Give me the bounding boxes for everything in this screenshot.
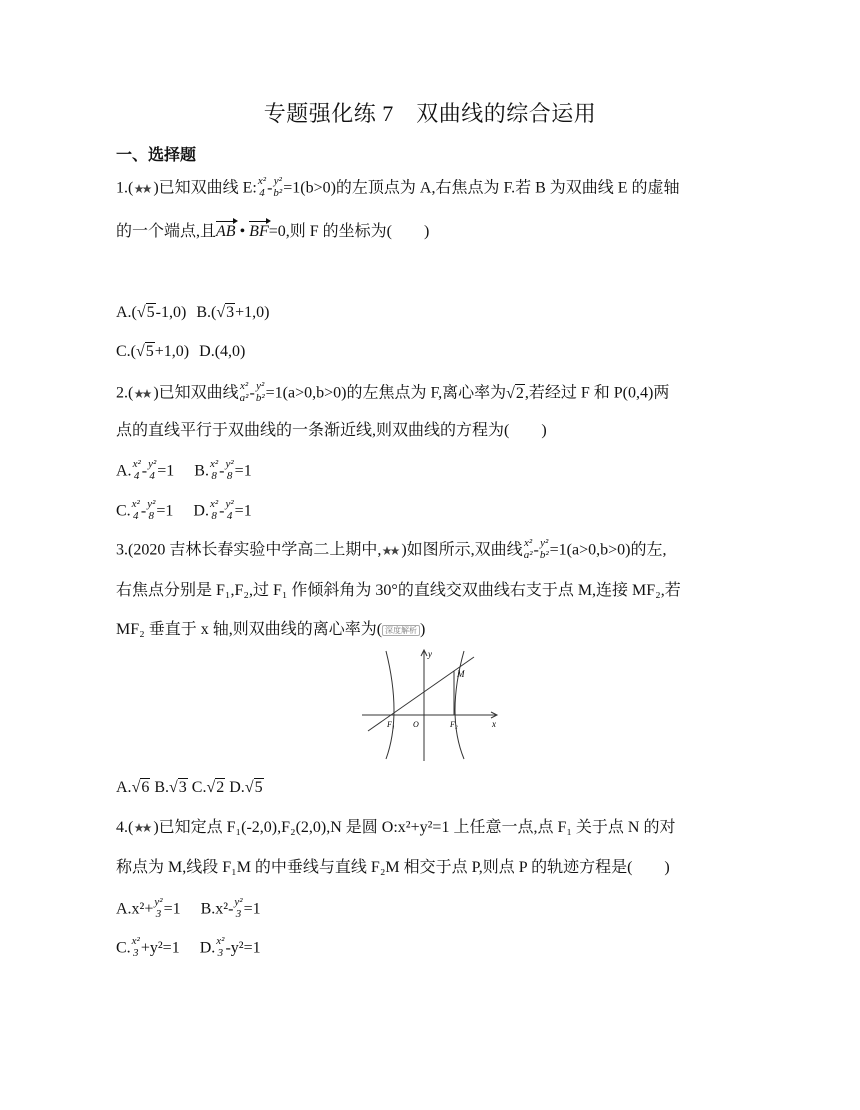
fraction: y² b² [255,380,265,404]
hyperbola-figure [360,645,510,763]
label-x: x [492,719,496,729]
left-branch [386,651,394,759]
q1-line2: 的一个端点,且AB • BF=0,则 F 的坐标为( ) [116,223,430,240]
label-f1: F₁ [387,720,395,729]
q3-line3: MF₂ 垂直于 x 轴,则双曲线的离心率为( 深度解析 ) [116,621,426,638]
star-icon [133,386,153,399]
fraction: y² b² [273,175,283,199]
q4-line1: 4.( )已知定点 F₁(-2,0),F₂(2,0),N 是圆 O:x²+y²=1 上任意一点,点 F₁ 关于点 N 的对 [116,819,676,836]
sqrt: √2 [506,384,524,402]
q2-options-cd: C. x² 4 - y² 8 =1 D. x² 8 - y² 4 =1 [116,498,252,522]
star-icon [133,181,153,194]
fraction: x² a² [239,380,249,404]
star-icon [381,543,401,556]
vector-ab: AB [216,223,236,240]
q1-line1: 1.( )已知双曲线 E: x² 4 - y² b² =1(b>0)的左顶点为 A,右焦点为 F.若 B 为双曲线 E 的虚轴 [116,175,680,199]
star-icon [133,820,153,833]
q1-options-ab: A.(√5-1,0) B.(√3+1,0) [116,304,270,321]
q2-line1: 2.( )已知双曲线 x² a² - y² b² =1(a>0,b>0)的左焦点为 F,离心率为√2,若经过 F 和 P(0,4)两 [116,380,670,404]
sqrt: √5 [136,304,155,321]
q1-options-cd: C.(√5+1,0) D.(4,0) [116,343,246,360]
q3-line1: 3.(2020 吉林长春实验中学高二上期中, )如图所示,双曲线 x² a² - y² b² =1(a>0,b>0)的左, [116,537,667,561]
section-heading: 一、选择题 [116,145,197,164]
sqrt: √5 [136,343,154,360]
deep-analysis-tag: 深度解析 [382,625,420,636]
label-f2: F₂ [450,720,458,729]
q3-options: A.√6 B.√3 C.√2 D.√5 [116,779,263,796]
q4-line2: 称点为 M,线段 F₁M 的中垂线与直线 F₂M 相交于点 P,则点 P 的轨迹方程是( ) [116,859,670,876]
label-o: O [413,720,419,729]
q4-options-cd: C. x² 3 +y²=1 D. x² 3 -y²=1 [116,935,261,959]
q3-line2: 右焦点分别是 F₁,F₂,过 F₁ 作倾斜角为 30°的直线交双曲线右支于点 M,连接 MF₂,若 [116,582,681,599]
vector-bf: BF [249,223,269,240]
label-m: M [457,669,465,679]
q2-options-ab: A. x² 4 - y² 4 =1 B. x² 8 - y² 8 =1 [116,458,252,482]
page-title: 专题强化练 7 双曲线的综合运用 [263,101,597,126]
q2-line2: 点的直线平行于双曲线的一条渐近线,则双曲线的方程为( ) [116,422,547,439]
sqrt: √3 [216,304,235,321]
q4-options-ab: A.x²+ y² 3 =1 B.x²- y² 3 =1 [116,896,261,920]
label-y: y [428,649,432,659]
fraction: x² 4 [257,175,267,199]
